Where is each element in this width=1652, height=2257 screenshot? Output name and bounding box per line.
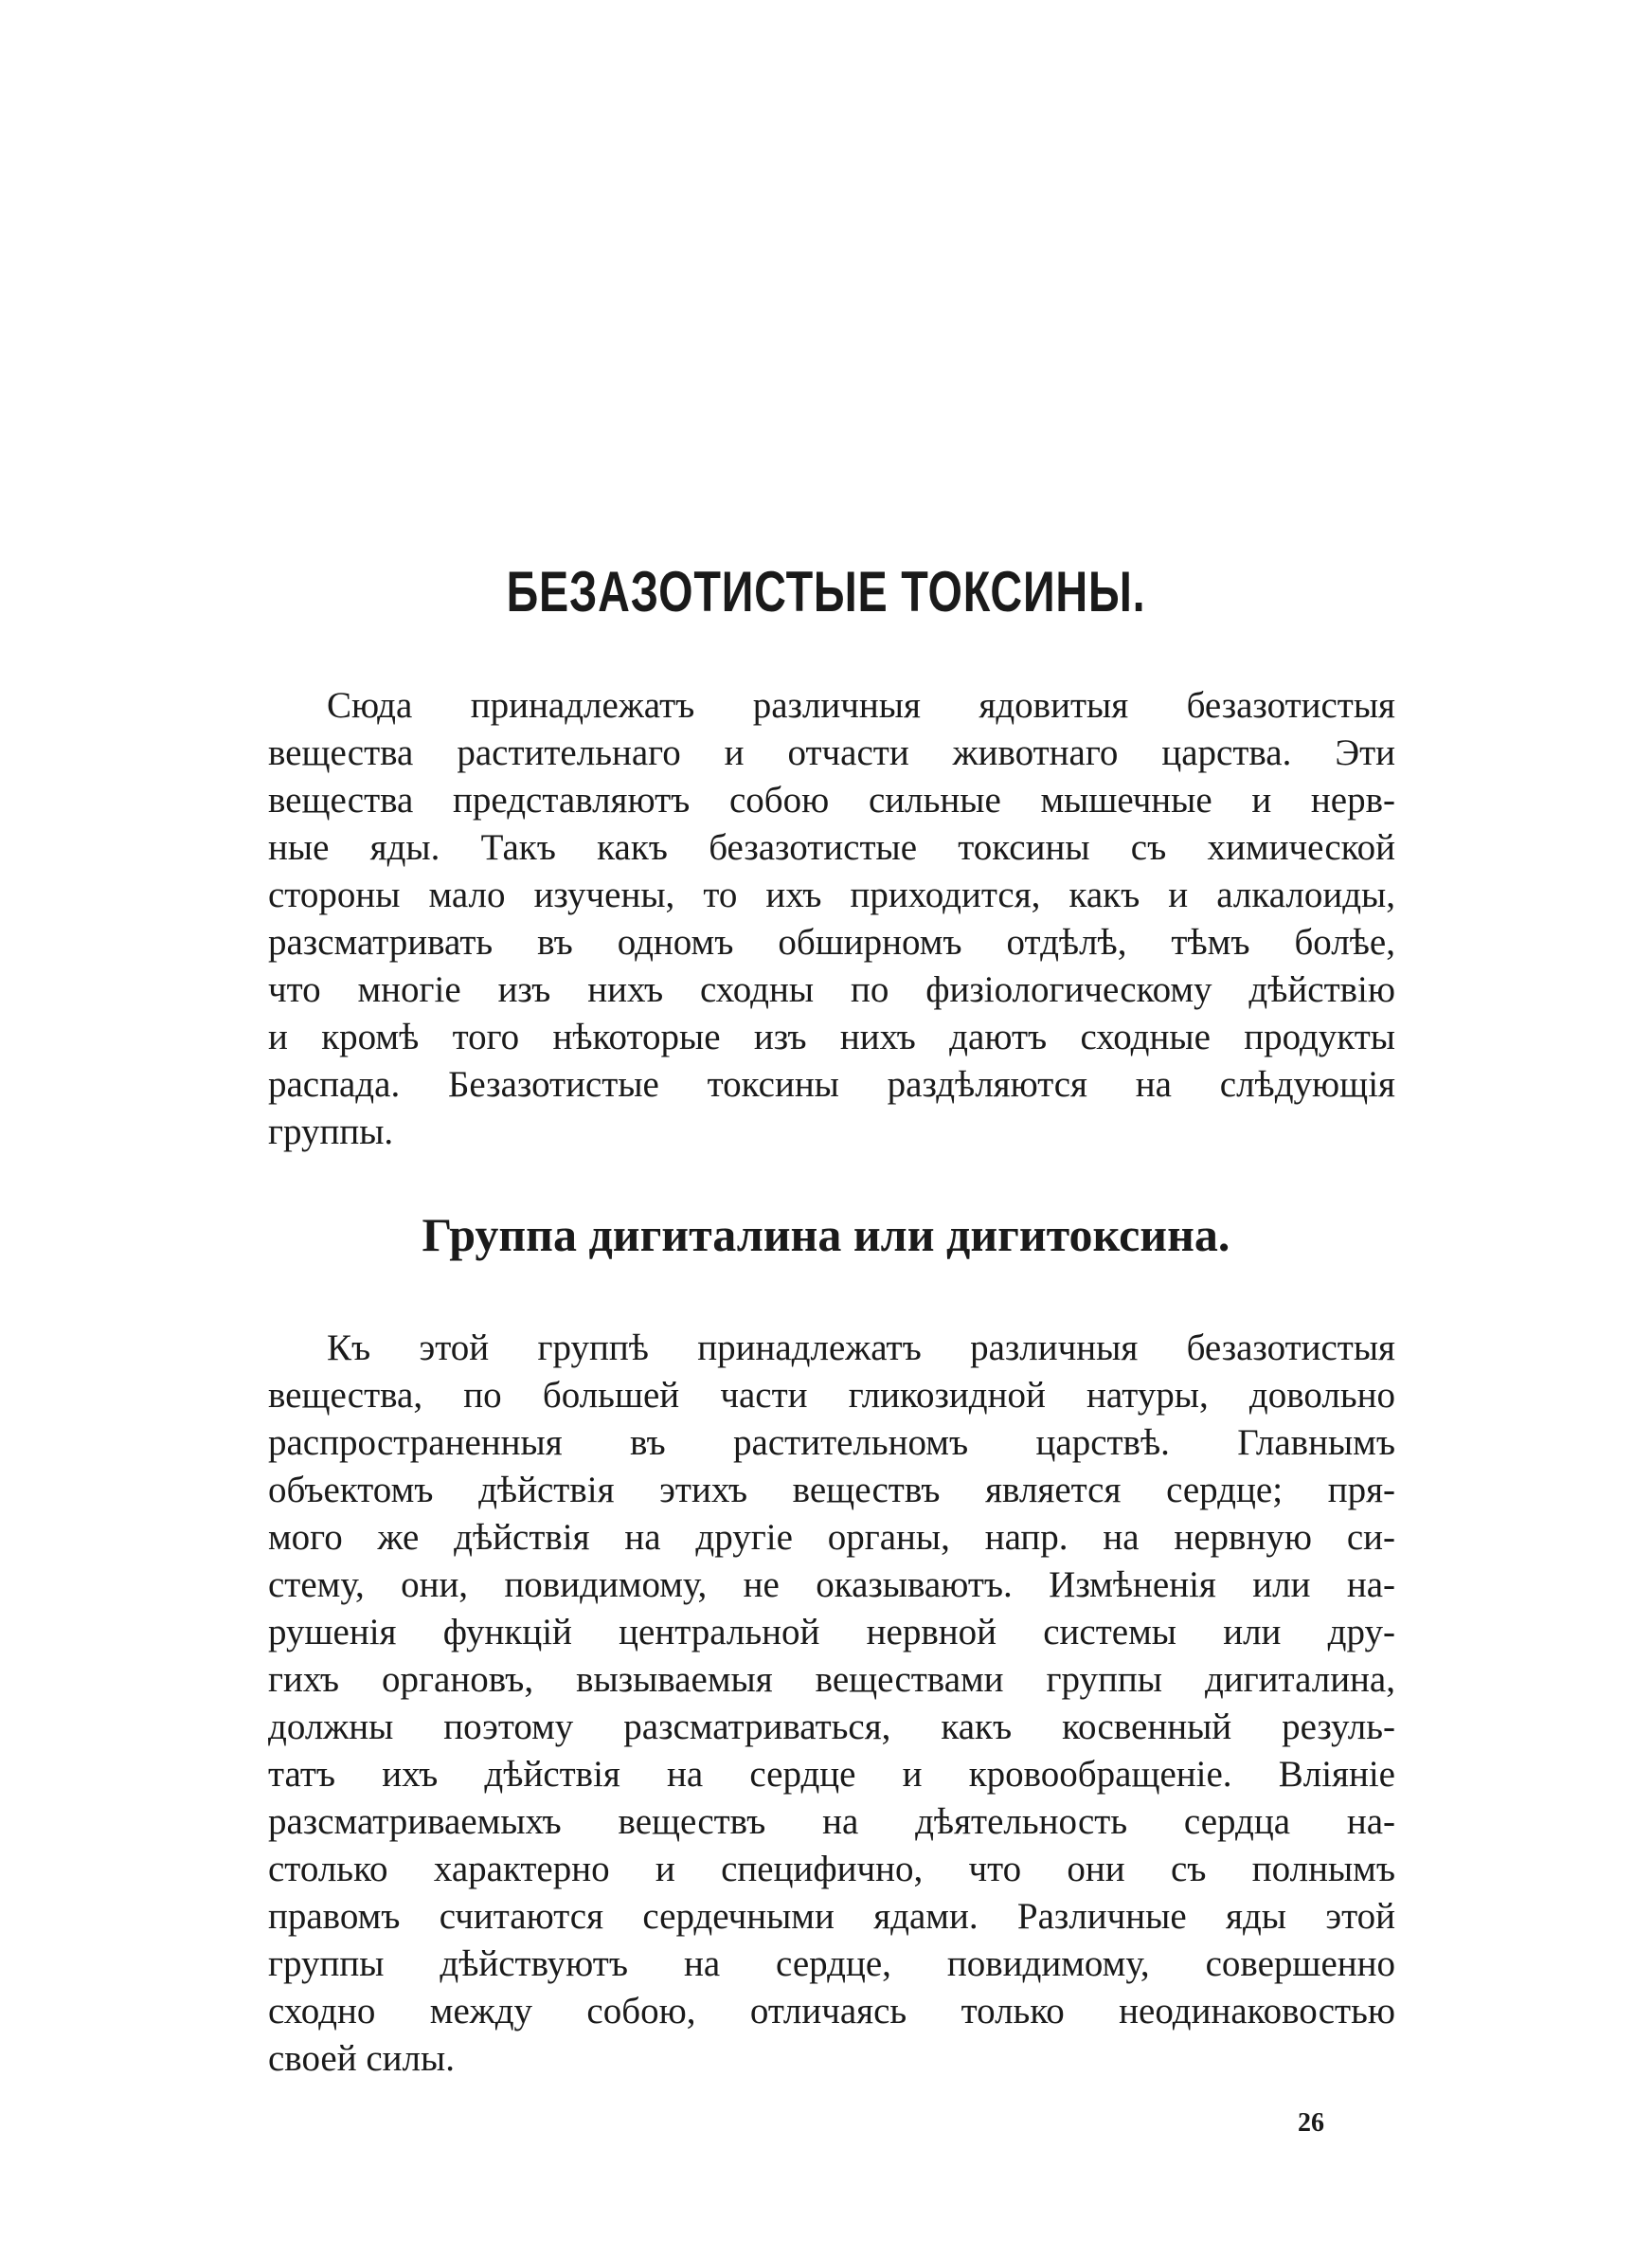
text-line: и кромѣ того нѣкоторые изъ нихъ даютъ сходные продукты xyxy=(268,1017,1395,1057)
text-line: гихъ органовъ, вызываемыя веществами группы дигиталина, xyxy=(268,1659,1395,1700)
text-line: татъ ихъ дѣйствія на сердце и кровообращеніе. Вліяніе xyxy=(268,1754,1395,1795)
text-line: ные яды. Такъ какъ безазотистые токсины съ химической xyxy=(268,827,1395,868)
paragraph-digitalin-group xyxy=(268,1325,1395,2083)
paragraph-intro xyxy=(268,682,1395,1156)
text-line: разсматриваемыхъ веществъ на дѣятельность сердца на- xyxy=(268,1801,1395,1842)
text-line: объектомъ дѣйствія этихъ веществъ является сердце; пря- xyxy=(268,1470,1395,1510)
text-line: должны поэтому разсматриваться, какъ косвенный резуль- xyxy=(268,1706,1395,1747)
section-heading: БЕЗАЗОТИСТЫЕ ТОКСИНЫ. xyxy=(506,560,1146,623)
text-line: распада. Безазотистые токсины раздѣляются на слѣдующія xyxy=(268,1064,1395,1105)
text-line: вещества, по большей части гликозидной натуры, довольно xyxy=(268,1375,1395,1416)
text-line: правомъ считаются сердечными ядами. Различные яды этой xyxy=(268,1896,1395,1937)
text-line: что многіе изъ нихъ сходны по физіологическому дѣйствію xyxy=(268,969,1395,1010)
text-line: группы дѣйствуютъ на сердце, повидимому, совершенно xyxy=(268,1943,1395,1984)
text-line: стороны мало изучены, то ихъ приходится, какъ и алкалоиды, xyxy=(268,875,1395,915)
text-line: вещества растительнаго и отчасти животнаго царства. Эти xyxy=(268,732,1395,773)
text-line: столько характерно и специфично, что они съ полнымъ xyxy=(268,1849,1395,1889)
page-number: 26 xyxy=(1298,2108,1324,2138)
text-line: своей силы. xyxy=(268,2038,455,2079)
text-line: группы. xyxy=(268,1111,394,1152)
text-line: Къ этой группѣ принадлежатъ различныя безазотистыя xyxy=(327,1327,1395,1368)
text-line: стему, они, повидимому, не оказываютъ. Измѣненія или на- xyxy=(268,1564,1395,1605)
text-line: распространенныя въ растительномъ царствѣ. Главнымъ xyxy=(268,1422,1395,1463)
text-line: Сюда принадлежатъ различныя ядовитыя безазотистыя xyxy=(327,685,1395,726)
text-line: вещества представляютъ собою сильные мышечные и нерв- xyxy=(268,780,1395,821)
text-line: рушенія функцій центральной нервной системы или дру- xyxy=(268,1612,1395,1652)
text-line: мого же дѣйствія на другіе органы, напр. на нервную си- xyxy=(268,1517,1395,1558)
text-line: сходно между собою, отличаясь только неодинаковостью xyxy=(268,1991,1395,2031)
text-line: разсматривать въ одномъ обширномъ отдѣлѣ, тѣмъ болѣе, xyxy=(268,922,1395,963)
subsection-heading: Группа дигиталина или дигитоксина. xyxy=(422,1208,1230,1261)
